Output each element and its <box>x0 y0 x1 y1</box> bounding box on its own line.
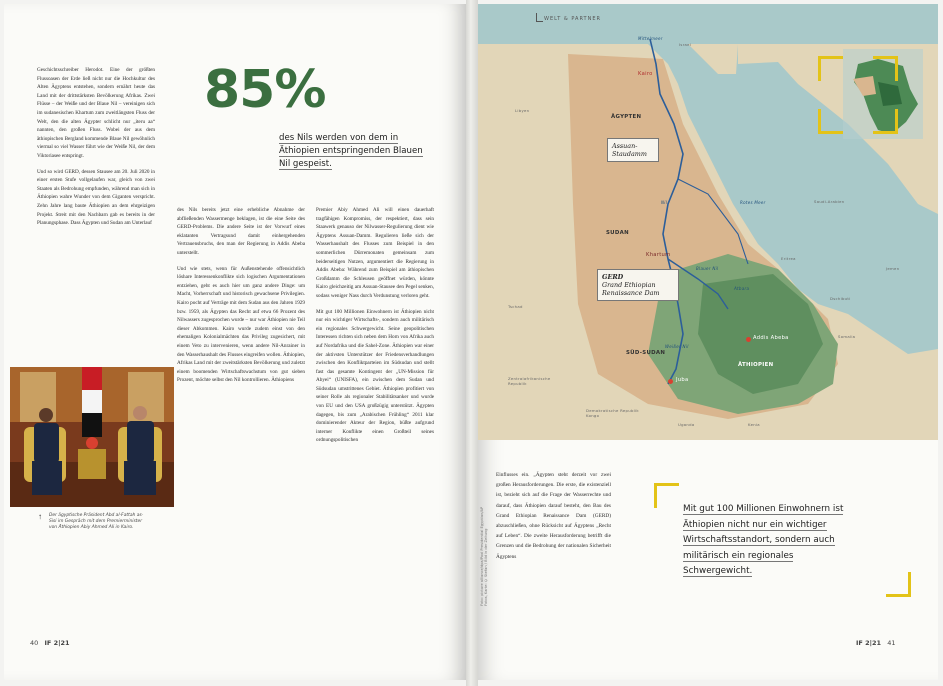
map-label-country: Uganda <box>678 422 695 427</box>
nile-basin-map <box>478 4 938 440</box>
caption-arrow-icon: ↑ <box>38 512 42 521</box>
magazine-issue: IF 2|21 <box>856 639 882 647</box>
map-frame-corner-icon <box>818 56 843 81</box>
text-column-1 <box>37 66 155 235</box>
paragraph: Und so wird GERD, dessen Stausee am 20. Juli 2020 in einer ersten Stufe vollgelaufen war, gleich von zwei Staaten als Bedrohung empfunden, während man sich in Äthiopien wahre Wunder von dem Giganten verspricht. Zehn Jahre lang baute Äthiopien an dem ehrgeizigen Projekt. Streit mit den Nachbarn gab es bereits in der Planungsphase. Dass Ägypten und Sudan am Unterlauf <box>37 168 155 227</box>
page-number: 40 <box>30 639 39 647</box>
paragraph: Einflusses ein. „Ägypten steht derzeit vor zwei großen Herausforderungen. Die erste, die existenziell ist, bezieht sich auf die Frage der Wasserrechte und darauf, dass Äthiopien darauf besteht, den Bau des Grand Ethiopian Renaissance Dam (GERD) abzuschließen, ohne Rücksicht auf Ägyptens „Recht auf Leben“. Die zweite Herausforderung betrifft die Grenzen und die Bedrohung der nationalen Sicherheit Ägyptens <box>496 472 611 560</box>
map-label-sea: Rotes Meer <box>740 200 766 205</box>
text-column-3 <box>316 206 434 452</box>
map-frame-corner-icon <box>873 56 898 81</box>
left-page <box>4 4 466 680</box>
juba-marker-icon <box>668 379 673 384</box>
map-frame-corner-icon <box>873 109 898 134</box>
paragraph: Geschichtsschreiber Herodot. Eine der größten Flussoasen der Erde ließ nicht nur die Hochkultur des Alten Ägyptens entstehen, sondern ernährt heute das Land mit der drittstärksten Bevölkerung Afrikas. Zwei Flüsse – der Weiße und der Blaue Nil – vereinigen sich im sudanesischen Khartum zum zweitlängsten Fluss der Welt, den die alten Ägypter schlicht nur „iteru aa“ nannten, den großen Fluss. Wobei der aus dem äthiopischen Bergland kommende Blaue Nil gewöhnlich viermal so viel Wasser führt wie der Weiße Nil, der dem Viktoriasee entspringt. <box>37 67 155 159</box>
map-label-country: Eritrea <box>781 256 796 261</box>
page-number: 41 <box>887 639 896 647</box>
map-label-river: Blauer Nil <box>696 266 719 271</box>
paragraph: Premier Abiy Ahmed Ali will einen dauerhaft tragfähigen Kompromiss, der respektiert, dass sein Staawerk genauso der Nilwasser-Regulierung dient wie Ägyptens Assuan-Damm. Regulieren ließe sich der Wasserhaushalt des Flusses zum Beispiel in den sommerlichen Dürremonaten gemeinsam zum beiderseitigen Nutzen, argumentiert die Regierung in Addis Abeba: Während zum Beispiel am äthiopischen Großdamm die Schleusen geöffnet würden, könnte Kairo gleichzeitig am Assuan-Stausee den Pegel senken, sodass weniger Nass durch Verdunstung verloren geht. <box>316 207 434 299</box>
addis-marker-icon <box>746 337 751 342</box>
photo-credit: Foto: picture alliance/dpa/Pool Presidential Egyptian/AP Fotos, Karte: © Stefan / Bild in der Zeitung <box>480 506 488 606</box>
paragraph: des Nils bereits jetzt eine erhebliche Abnahme der abfließenden Wassermenge beklagen, ist die eine Seite des GERD-Problems. Die andere Seite ist der Vorwurf eines eklatanten Vertragsund damit einhergehenden Vertrauensbruchs, den man der Regierung in Addis Abeba unterstellt. <box>177 207 305 256</box>
map-label-country: Zentralafrikanische Republik <box>508 376 551 386</box>
text-column-right <box>496 470 611 569</box>
map-label-country: ÄGYPTEN <box>611 114 642 120</box>
map-frame-corner-icon <box>818 109 843 134</box>
map-label-country: Somalia <box>838 334 856 339</box>
quote-bracket-icon <box>654 483 679 508</box>
gerd-label-subtitle: Grand Ethiopian Renaissance Dam <box>602 281 660 297</box>
map-label-river: Weißer Nil <box>665 344 689 349</box>
gerd-label-title: GERD <box>602 273 624 281</box>
pull-quote-text: des Nils werden von dem in Äthiopien entspringenden Blauen Nil gespeist. <box>279 133 423 169</box>
map-label-city: Juba <box>676 377 689 383</box>
paragraph: Und wie stets, wenn für Außenstehende offensichtlich löshare Interessenkonflikte sich logischen Argumentationen entziehen, geht es auch hier um ganz andere Dinge: um Macht, Vorherrschaft und historisch gewachsene Privilegien. Kairo pocht auf Verträge mit dem Sudan aus den Jahren 1929 bzw. 1959, als Ägypten das Recht auf etwa 66 Prozent des Nilwassers zugesprochen wurde – nur war Äthiopien nie Teil dieser Abkommen. Kairo wurde zudem einst von den ehemaligen Kolonialmächten das Privileg zugesichert, mit einem Veto zu intervenieren, wenn andere Nil-Anrainer in den Wasserhaushalt des Flusses eingreifen wollen. Äthiopien, Afrikas Land mit der zweitstärksten Bevölkerung und zuletzt einem boomenden Wirtschaftswachstum von gut sieben Prozent, möchte selbst den Nil kontrollieren. Äthiopiens <box>177 265 305 384</box>
map-label-country: Libyen <box>515 108 530 113</box>
gerd-label <box>597 269 679 301</box>
map-label-sea: Mittelmeer <box>638 36 663 41</box>
brand-bracket-icon <box>536 13 543 22</box>
pull-quote <box>279 132 429 171</box>
pull-quote <box>683 502 858 580</box>
brand-label: WELT & PARTNER <box>544 16 601 22</box>
right-page <box>478 4 938 680</box>
map-label-city: Kairo <box>638 71 653 77</box>
map-label-city: Addis Abeba <box>753 335 789 341</box>
map-label-country: Saudi-Arabien <box>814 199 845 204</box>
magazine-issue: IF 2|21 <box>44 639 70 647</box>
pull-quote-text: Mit gut 100 Millionen Einwohnern ist Äthiopien nicht nur ein wichtiger Wirtschaftsstandort, sondern auch militärisch ein regionales Schwergewicht. <box>683 504 844 576</box>
map-label-country: Tschad <box>508 304 523 309</box>
photo-caption: Der ägyptische Präsident Abd al-Fattah as-Sisi im Gespräch mit dem Premierminister von Äthiopien Abiy Ahmed Ali in Kairo. <box>49 513 144 531</box>
paragraph: Mit gut 100 Millionen Einwohnern ist Äthiopien nicht nur ein wichtiger Wirtschafts-, sondern auch militärisch ein regionales Schwergewicht. Seine geopolitischen Interessen richten sich neben dem Horn von Afrika auch auf Nordafrika und die Sahel-Zone. Äthiopien war einer der aktivsten Unterstützer der Friedensverhandlungen zwischen den Konfliktparteien im Südsudan und stellt fast das gesamte Kontingent der „UN-Mission für Abyei“ (UNISFA), ein zwischen dem Sudan und Südsudan umstrittenes Gebiet. Äthiopien profitiert von seiner Rolle als regionaler Stabilitätsanker und wurde von EU und den USA großzügig unterstützt. Ägypten dagegen, bis zum „Arabischen Frühling“ 2011 klar dominierender Akteur der Region, büßte aufgrund interner Konflikte einen Großteil seines ordnungspolitischen <box>316 308 434 444</box>
assuan-dam-label: Assuan-Staudamm <box>607 138 659 162</box>
meeting-photo <box>10 367 174 507</box>
map-label-country: Kenia <box>748 422 760 427</box>
text-column-2 <box>177 206 305 392</box>
map-label-city: Khartum <box>646 252 671 258</box>
map-label-country: Demokratische Republik Kongo <box>586 408 639 418</box>
big-percentage: 85% <box>204 60 326 120</box>
map-label-country: Dschibuti <box>830 296 851 301</box>
quote-bracket-icon <box>886 572 911 597</box>
page-footer-left <box>30 639 70 647</box>
book-spine <box>466 0 478 686</box>
map-label-country: SÜD-SUDAN <box>626 350 666 356</box>
map-label-country: SUDAN <box>606 230 629 236</box>
map-label-country: Israel <box>679 42 692 47</box>
map-label-country: ÄTHIOPIEN <box>738 362 774 368</box>
map-label-river: Atbara <box>734 286 750 291</box>
page-footer-right <box>856 639 896 647</box>
map-label-country: Jemen <box>886 266 900 271</box>
map-label-river: Nil <box>661 200 668 205</box>
